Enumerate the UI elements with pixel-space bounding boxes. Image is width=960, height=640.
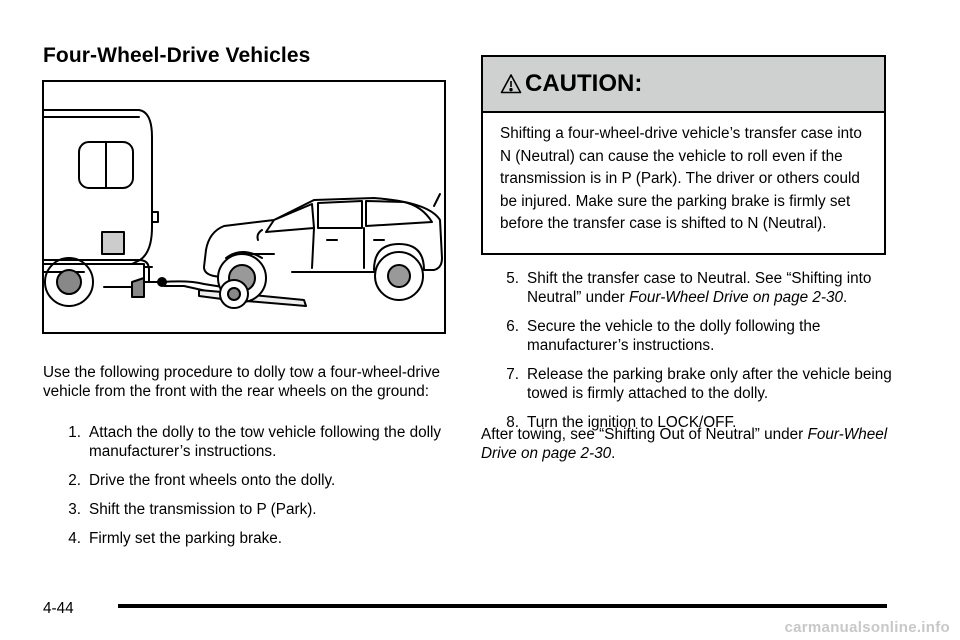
page-reference: Four-Wheel Drive on page 2-30 <box>481 426 888 462</box>
after-text: After towing, see “Shifting Out of Neutral” under <box>481 426 808 443</box>
step-text: Secure the vehicle to the dolly following the manufacturer’s instructions. <box>527 318 821 354</box>
step-text: Shift the transmission to P (Park). <box>89 501 317 518</box>
step-number: 6. <box>506 318 519 335</box>
warning-triangle-icon <box>500 73 522 95</box>
watermark: carmanualsonline.info <box>784 619 950 636</box>
step-number: 7. <box>506 366 519 383</box>
step-text: Release the parking brake only after the vehicle being towed is firmly attached to the dolly. <box>527 366 892 402</box>
step-item <box>481 317 901 355</box>
step-item <box>43 423 453 461</box>
after-towing-paragraph <box>481 425 901 463</box>
section-heading: Four-Wheel-Drive Vehicles <box>43 44 311 67</box>
step-item <box>43 471 453 490</box>
page-number: 4-44 <box>43 600 74 617</box>
step-number: 2. <box>68 472 81 489</box>
step-item <box>43 500 453 519</box>
step-item <box>43 529 453 548</box>
step-number: 8. <box>506 414 519 431</box>
step-text: Drive the front wheels onto the dolly. <box>89 472 336 489</box>
step-number: 3. <box>68 501 81 518</box>
step-text: Attach the dolly to the tow vehicle following the dolly manufacturer’s instructions. <box>89 424 442 460</box>
caution-box <box>481 55 886 255</box>
footer-rule <box>118 604 887 608</box>
dolly-tow-figure <box>42 80 446 334</box>
step-number: 4. <box>68 530 81 547</box>
dolly-tow-illustration <box>44 82 444 332</box>
after-text-tail: . <box>611 445 616 462</box>
step-number: 1. <box>68 424 81 441</box>
step-text: Turn the ignition to LOCK/OFF. <box>527 414 737 431</box>
page-reference: Four-Wheel Drive on page 2-30 <box>629 289 844 306</box>
step-item <box>481 269 901 307</box>
step-text-tail: . <box>843 289 848 306</box>
step-item <box>481 365 901 403</box>
step-text: Shift the transfer case to Neutral. See “Shifting into Neutral” under <box>527 270 872 306</box>
caution-text: Shifting a four-wheel-drive vehicle’s transfer case into N (Neutral) can cause the vehicle to roll even if the transmission is in P (Park). The driver or others could be injured. Make sure the parking brake is firmly set before the transfer case is shifted to N (Neutral). <box>500 125 862 232</box>
step-text: Firmly set the parking brake. <box>89 530 282 547</box>
intro-paragraph: Use the following procedure to dolly tow a four-wheel-drive vehicle from the front with the rear wheels on the ground: <box>43 364 441 400</box>
step-number: 5. <box>506 270 519 287</box>
caution-header <box>483 57 884 113</box>
procedure-steps-right <box>481 269 901 442</box>
procedure-steps-left <box>43 423 453 558</box>
caution-title: CAUTION: <box>525 70 643 97</box>
